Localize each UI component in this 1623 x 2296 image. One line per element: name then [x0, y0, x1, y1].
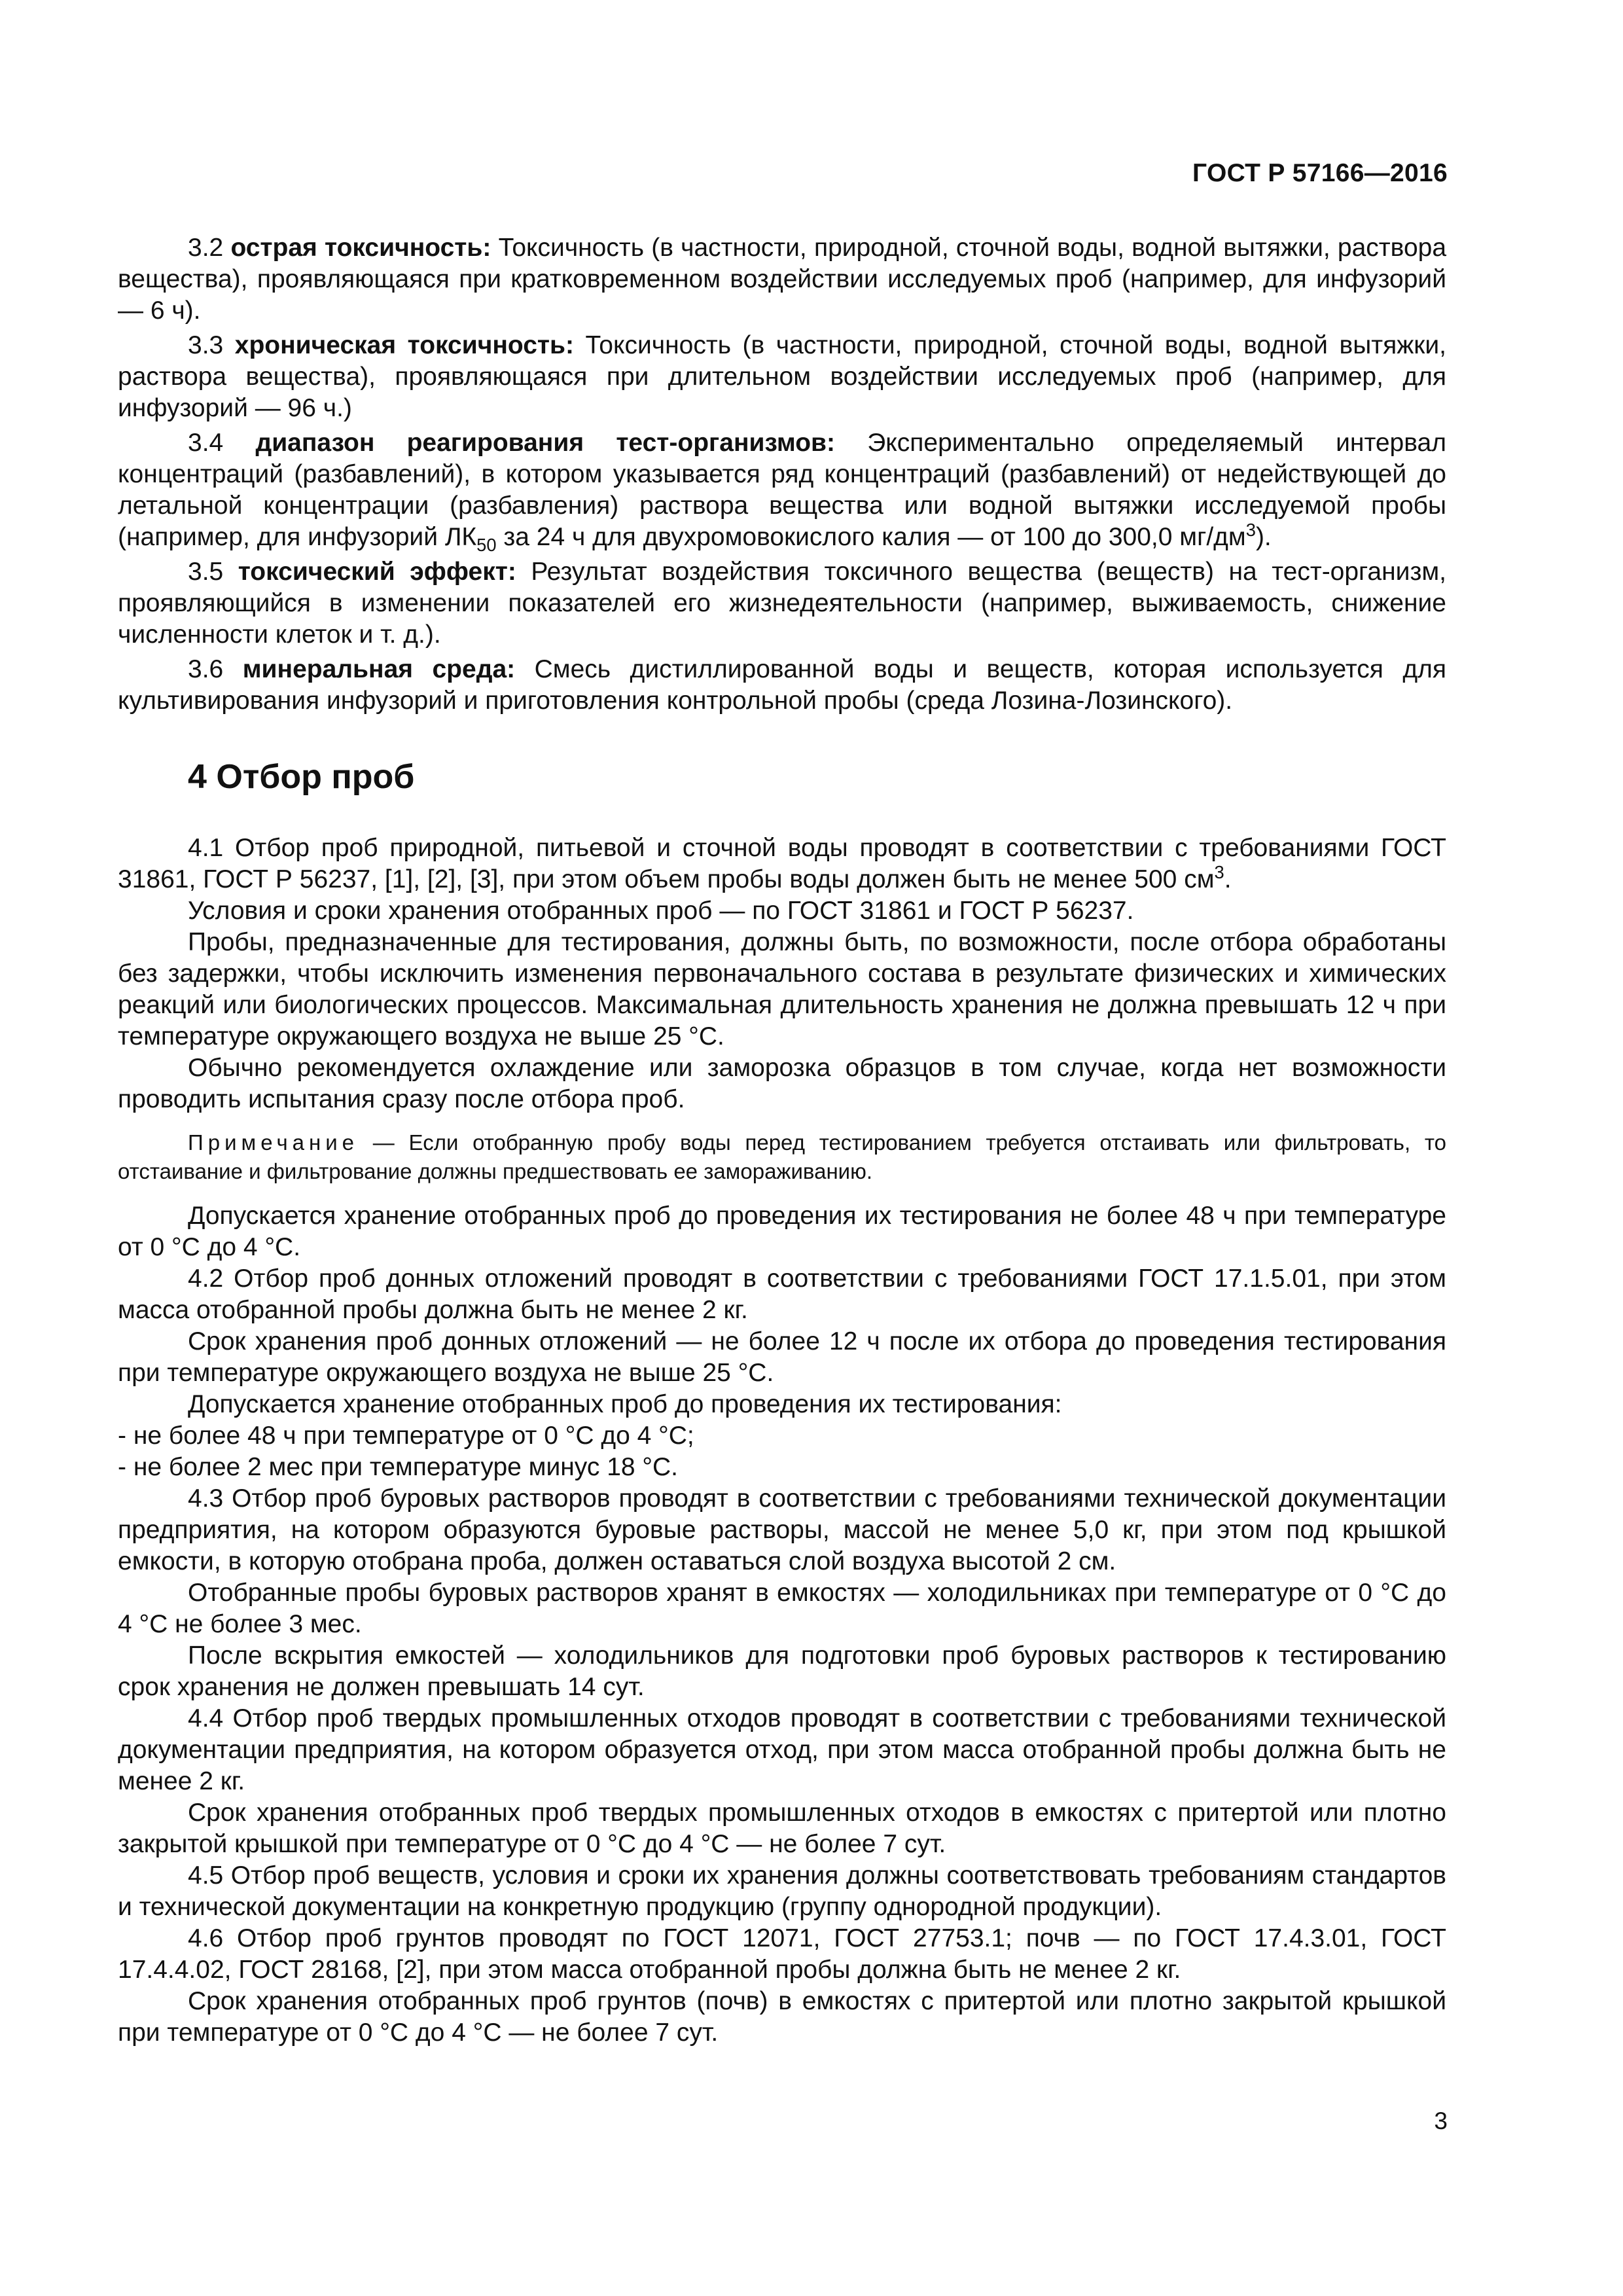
paragraph-text-end: . [1224, 865, 1232, 893]
paragraph-text: 4.1 Отбор проб природной, питьевой и сточной воды проводят в соответствии с требованиями ГОСТ 31861, ГОСТ Р 56237, [1], [2], [3], при этом объем пробы воды должен быть не менее 500 см [118, 834, 1446, 893]
paragraph: 4.2 Отбор проб донных отложений проводят в соответствии с требованиями ГОСТ 17.1.5.01, при этом масса отобранной пробы должна быть не менее 2 кг. [118, 1265, 1446, 1324]
definition-text: Экспериментально определяемый интервал концентраций (разбавлений), в котором указывается ряд концентраций (разбавлений) от недействующей до летальной концентрации (разбавления) раствора вещества или водной вытяжки исследуемой пробы (например, для инфузорий ЛК [118, 429, 1446, 551]
paragraph: Допускается хранение отобранных проб до проведения их тестирования: [188, 1390, 1062, 1418]
document-body [118, 232, 1446, 2049]
paragraph: Допускается хранение отобранных проб до проведения их тестирования не более 48 ч при температуре от 0 °С до 4 °С. [118, 1202, 1446, 1261]
paragraph: 4.3 Отбор проб буровых растворов проводят в соответствии с требованиями технической документации предприятия, на котором образуются буровые растворы, массой не менее 5,0 кг, при этом под крышкой емкости, в которую отобрана проба, должен оставаться слой воздуха высотой 2 см. [118, 1484, 1446, 1575]
paragraph: Обычно рекомендуется охлаждение или заморозка образцов в том случае, когда нет возможности проводить испытания сразу после отбора проб. [118, 1054, 1446, 1113]
definition-item [118, 232, 1446, 327]
definition-number: 3.2 [188, 234, 224, 262]
subscript: 50 [476, 534, 497, 555]
definition-number: 3.6 [188, 655, 224, 683]
paragraph: Условия и сроки хранения отобранных проб — по ГОСТ 31861 и ГОСТ Р 56237. [188, 897, 1134, 925]
definition-item [118, 654, 1446, 717]
paragraph: После вскрытия емкостей — холодильников для подготовки проб буровых растворов к тестированию срок хранения не должен превышать 14 сут. [118, 1641, 1446, 1701]
definition-term: токсический эффект: [238, 558, 516, 586]
note-text: — Если отобранную пробу воды перед тестированием требуется отстаивать или фильтровать, то отстаивание и фильтрование должны предшествовать ее замораживанию. [118, 1130, 1446, 1183]
superscript: 3 [1245, 520, 1256, 540]
definition-text: Токсичность (в частности, природной, сточной воды, водной вытяжки, раствора вещества), проявляющаяся при длительном воздействии исследуемых проб (например, для инфузорий — 96 ч.) [118, 331, 1446, 422]
definition-text: Токсичность (в частности, природной, сточной воды, водной вытяжки, раствора вещества), проявляющаяся при кратковременном воздействии исследуемых проб (например, для инфузорий — 6 ч). [118, 234, 1447, 325]
definitions-list [118, 232, 1446, 717]
definition-term: минеральная среда: [242, 655, 516, 683]
definition-term: хроническая токсичность: [234, 331, 574, 359]
definition-text-end: ). [1255, 523, 1272, 551]
paragraph: 4.5 Отбор проб веществ, условия и сроки их хранения должны соответствовать требованиям стандартов и технической документации на конкретную продукцию (группу однородной продукции). [118, 1861, 1446, 1921]
note [118, 1128, 1446, 1186]
paragraph: Срок хранения проб донных отложений — не более 12 ч после их отбора до проведения тестирования при температуре окружающего воздуха не выше 25 °С. [118, 1327, 1446, 1387]
definition-number: 3.4 [188, 429, 224, 457]
list-item: - не более 48 ч при температуре от 0 °С до 4 °С; [118, 1422, 694, 1450]
definition-text: Результат воздействия токсичного вещества (веществ) на тест-организм, проявляющийся в изменении показателей его жизнедеятельности (например, выживаемость, снижение численности клеток и т. д.). [118, 558, 1446, 649]
definition-number: 3.5 [188, 558, 224, 586]
paragraph: Пробы, предназначенные для тестирования, должны быть, по возможности, после отбора обработаны без задержки, чтобы исключить изменения первоначального состава в результате физических и химических реакций или биологических процессов. Максимальная длительность хранения не должна превышать 12 ч при температуре окружающего воздуха не выше 25 °С. [118, 928, 1446, 1050]
definition-item [118, 556, 1446, 651]
paragraph: 4.4 Отбор проб твердых промышленных отходов проводят в соответствии с требованиями технической документации предприятия, на котором образуется отход, при этом масса отобранной пробы должна быть не менее 2 кг. [118, 1704, 1446, 1795]
definition-term: диапазон реагирования тест-организмов: [255, 429, 836, 457]
standard-code: ГОСТ Р 57166—2016 [1192, 159, 1448, 187]
definition-number: 3.3 [188, 331, 224, 359]
paragraph: 4.6 Отбор проб грунтов проводят по ГОСТ 12071, ГОСТ 27753.1; почв — по ГОСТ 17.4.3.01, ГОСТ 17.4.4.02, ГОСТ 28168, [2], при этом масса отобранной пробы должна быть не менее 2 кг. [118, 1924, 1446, 1984]
definition-item [118, 427, 1446, 553]
note-label: Примечание [188, 1130, 359, 1155]
paragraph: Срок хранения отобранных проб грунтов (почв) в емкостях с притертой или плотно закрытой крышкой при температуре от 0 °С до 4 °С — не более 7 сут. [118, 1987, 1446, 2047]
page-number: 3 [1434, 2108, 1448, 2134]
definition-text: Смесь дистиллированной воды и веществ, которая используется для культивирования инфузорий и приготовления контрольной пробы (среда Лозина-Лозинского). [118, 655, 1446, 715]
paragraph: Отобранные пробы буровых растворов хранят в емкостях — холодильниках при температуре от 0 °С до 4 °С не более 3 мес. [118, 1579, 1446, 1638]
paragraph: Срок хранения отобранных проб твердых промышленных отходов в емкостях с притертой или плотно закрытой крышкой при температуре от 0 °С до 4 °С — не более 7 сут. [118, 1799, 1446, 1858]
superscript: 3 [1214, 862, 1224, 882]
paragraph [118, 833, 1446, 895]
definition-term: острая токсичность: [230, 234, 491, 262]
definition-text-cont: за 24 ч для двухромовокислого калия — от 100 до 300,0 мг/дм [496, 523, 1246, 551]
definition-item [118, 330, 1446, 424]
section-heading: 4 Отбор проб [188, 758, 415, 796]
list-item: - не более 2 мес при температуре минус 18 °С. [118, 1453, 679, 1481]
